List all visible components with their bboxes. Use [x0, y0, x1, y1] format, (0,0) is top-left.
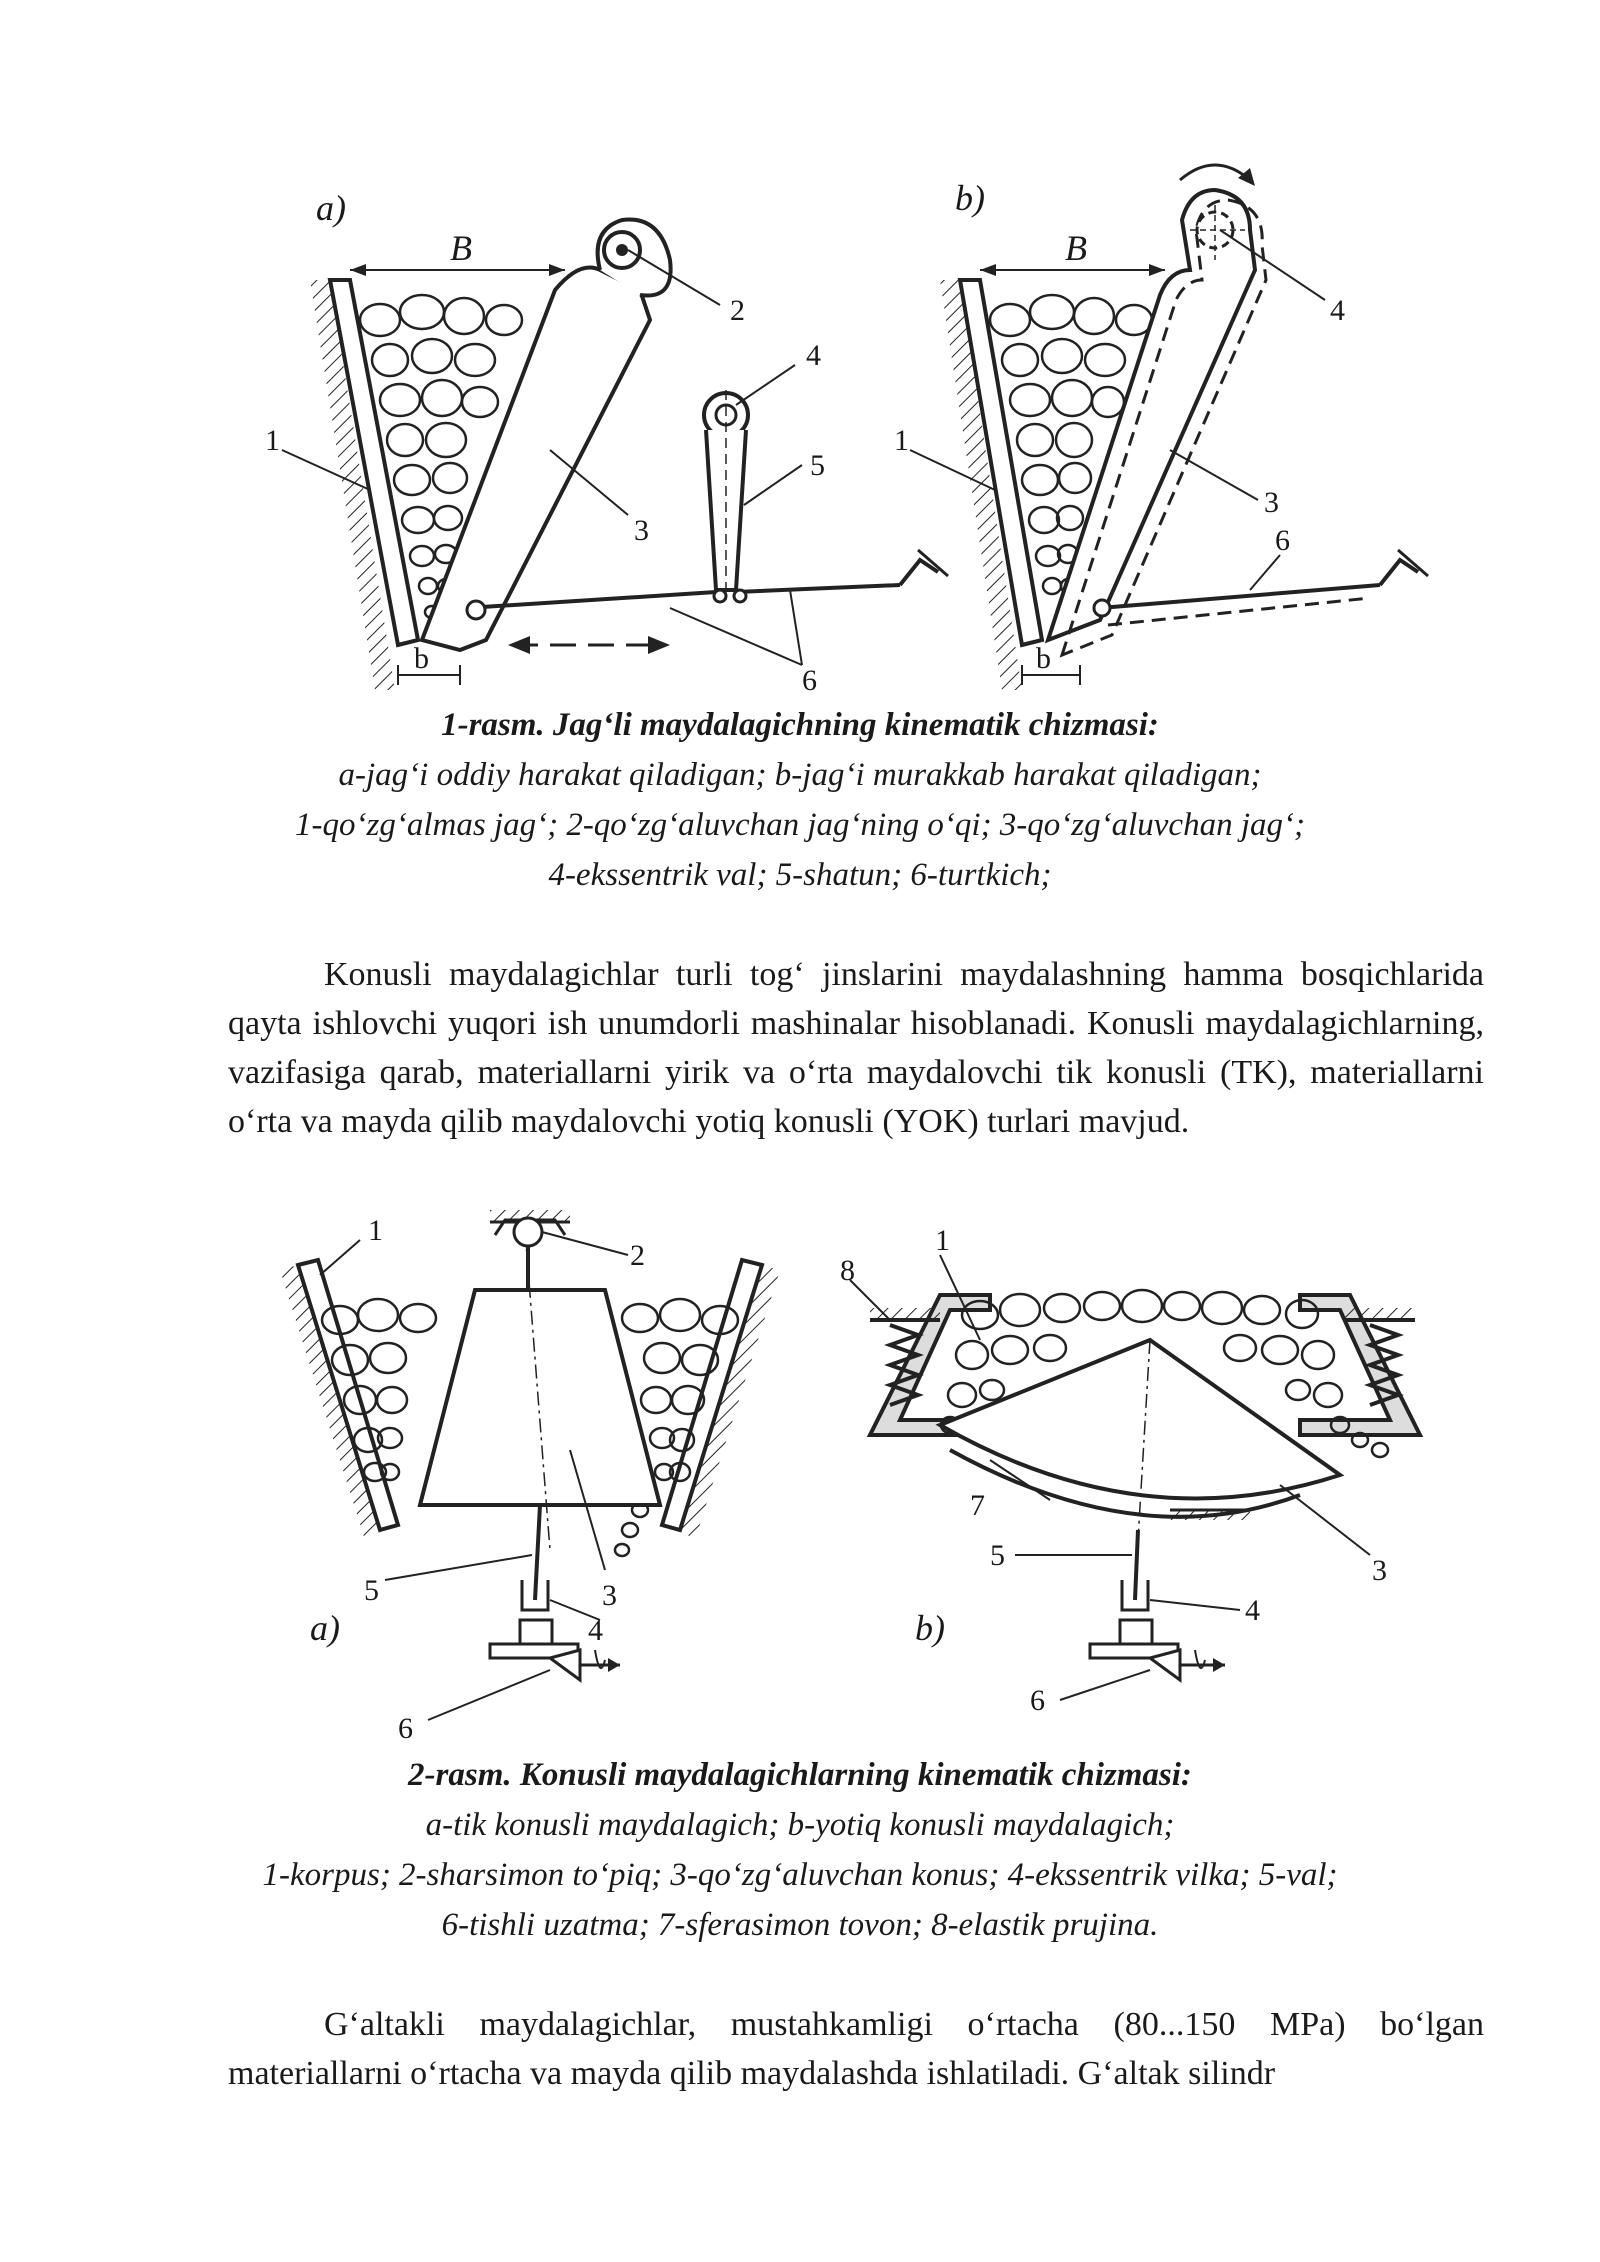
moving-jaw — [422, 268, 650, 651]
fig2b-label-1: 1 — [935, 1224, 950, 1257]
fig2b-label-6: 6 — [1030, 1684, 1045, 1717]
figure-1-jaw-crusher — [250, 120, 1450, 700]
figure-2-caption-line-2: 1-korpus; 2-sharsimon to‘piq; 3-qo‘zg‘aluvchan konus; 4-ekssentrik vilka; 5-val; — [262, 1857, 1338, 1893]
fig2b-label-4: 4 — [1245, 1594, 1260, 1627]
fig1b-label-1: 1 — [894, 424, 909, 457]
figure-2-caption-line-1: a-tik konusli maydalagich; b-yotiq konusli maydalagich; — [425, 1807, 1175, 1843]
toggle-plate-b — [1100, 585, 1380, 608]
ball-joint — [514, 1218, 542, 1246]
fig1a-label-4: 4 — [806, 339, 821, 372]
fig2b-label-3: 3 — [1372, 1554, 1387, 1587]
fig2a-label-5: 5 — [364, 1574, 379, 1607]
motion-arrows — [508, 636, 670, 654]
dim-B-b: B — [1065, 228, 1087, 268]
fig2b-label-7: 7 — [970, 1489, 985, 1522]
fig1b-label-3: 3 — [1264, 486, 1279, 519]
panel-a — [265, 188, 948, 697]
shaft-2b — [1135, 1530, 1138, 1600]
toggle-plate — [736, 585, 900, 592]
paragraph-2-text: G‘altakli maydalagichlar, mustahkamligi o‘rtacha (80...150 MPa) bo‘lgan materiallarni o‘rtacha va mayda qilib maydalashda ishlatiladi. G‘altak silindr — [228, 2006, 1484, 2092]
dim-B-a: B — [450, 228, 472, 268]
figure-2-title: 2-rasm. Konusli maydalagichlarning kinematik chizmasi: — [408, 1757, 1192, 1793]
fig2a-label-6: 6 — [398, 1712, 413, 1745]
figure-1-caption-line-2: 1-qo‘zg‘almas jag‘; 2-qo‘zg‘aluvchan jag‘ning o‘qi; 3-qo‘zg‘aluvchan jag‘; — [295, 807, 1305, 843]
fig1b-label-6: 6 — [1275, 524, 1290, 557]
fig2b-label-8: 8 — [840, 1254, 855, 1287]
panel-a-letter: a) — [316, 188, 346, 228]
shaft-2a — [535, 1505, 540, 1600]
fig1b-label-4: 4 — [1330, 294, 1345, 327]
panel-2b-letter: b) — [915, 1608, 945, 1648]
fig2a-label-2: 2 — [630, 1239, 645, 1272]
fig2a-label-4: 4 — [588, 1614, 603, 1647]
fig1a-label-6: 6 — [802, 664, 817, 697]
fig1a-label-5: 5 — [810, 449, 825, 482]
fig2a-label-3: 3 — [602, 1579, 617, 1612]
fig2b-label-5: 5 — [990, 1539, 1005, 1572]
housing-right — [662, 1260, 762, 1530]
fig2a-label-1: 1 — [368, 1214, 383, 1247]
figure-2-caption-line-3: 6-tishli uzatma; 7-sferasimon tovon; 8-elastik prujina. — [441, 1907, 1159, 1943]
fig1a-label-1: 1 — [265, 424, 280, 457]
dim-b-a: b — [414, 642, 429, 675]
panel-2a — [280, 1210, 780, 1745]
paragraph-1 — [228, 950, 1484, 1146]
paragraph-2 — [228, 2000, 1484, 2098]
figure-1-caption-line-1: a-jag‘i oddiy harakat qiladigan; b-jag‘i murakkab harakat qiladigan; — [338, 757, 1262, 793]
fig1a-label-3: 3 — [634, 514, 649, 547]
figure-2-caption — [160, 1750, 1440, 1950]
figure-1-caption-line-3: 4-ekssentrik val; 5-shatun; 6-turtkich; — [548, 857, 1052, 893]
paragraph-1-text: Konusli maydalagichlar turli tog‘ jinslarini maydalashning hamma bosqichlarida qayta ishlovchi yuqori ish unumdorli mashinalar hisoblanadi. Konusli maydalagichlarning, vazifasiga qarab, materiallarni yirik va o‘rta maydalovchi tik konusli (TK), materiallarni o‘rta va mayda qilib maydalovchi yotiq konusli (YOK) turlari mavjud. — [228, 956, 1484, 1140]
figure-1-caption — [160, 700, 1440, 900]
fig1a-label-2: 2 — [730, 294, 745, 327]
figure-1-title: 1-rasm. Jag‘li maydalagichning kinematik chizmasi: — [441, 707, 1159, 743]
panel-b — [894, 165, 1428, 690]
figure-2-cone-crusher — [250, 1210, 1450, 1750]
dim-b-b: b — [1036, 642, 1051, 675]
panel-2b — [840, 1224, 1420, 1717]
panel-2a-letter: a) — [310, 1608, 340, 1648]
panel-b-letter: b) — [955, 178, 985, 218]
